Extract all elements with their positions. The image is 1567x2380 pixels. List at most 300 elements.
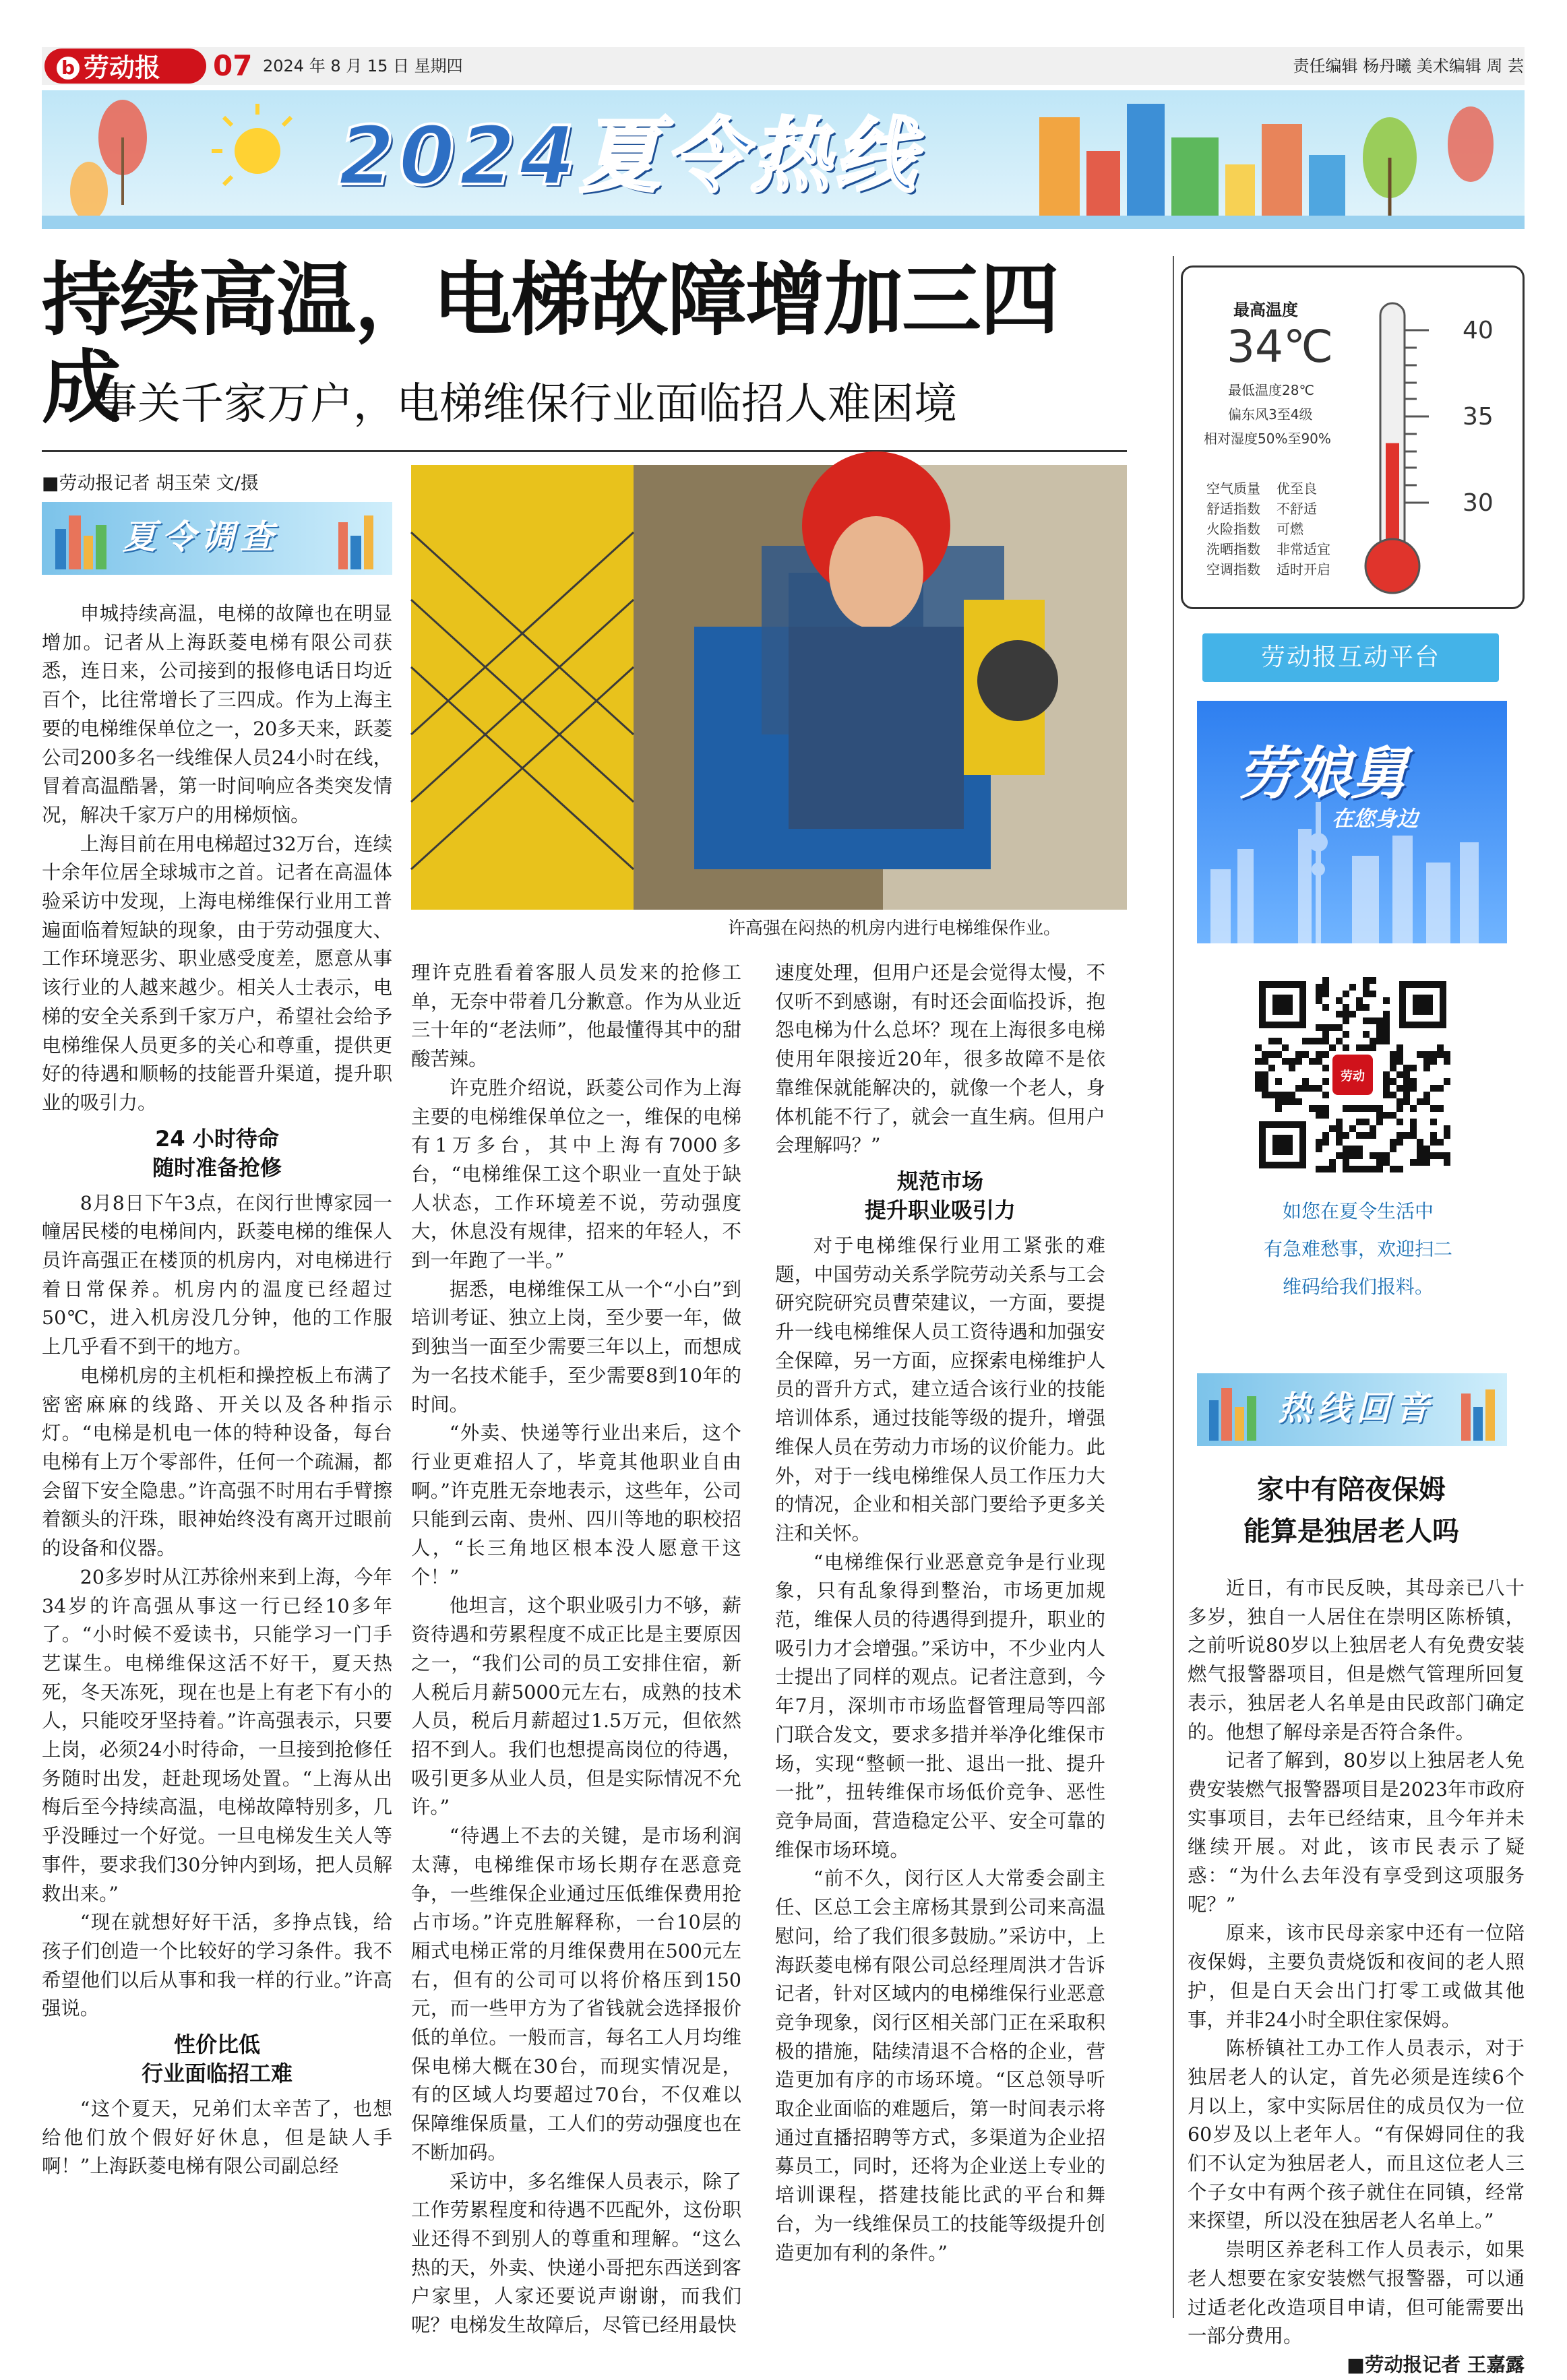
qr-module	[1289, 1098, 1295, 1105]
qr-module	[1396, 1051, 1403, 1058]
qr-module	[1275, 1051, 1282, 1058]
qr-module	[1403, 1071, 1410, 1078]
interactive-platform-label: 劳动报互动平台	[1202, 633, 1499, 682]
qr-module	[1336, 1038, 1343, 1044]
qr-module	[1275, 1098, 1282, 1105]
qr-module	[1262, 1092, 1268, 1098]
qr-module	[1444, 1132, 1450, 1139]
qr-module	[1322, 1132, 1329, 1139]
qr-module	[1383, 1011, 1390, 1017]
qr-module	[1316, 1166, 1322, 1172]
article-paragraph: “电梯维保行业恶意竞争是行业现象，只有乱象得到整治，市场更加规范，维保人员的待遇得到提升，职业的吸引力才会增强。”采访中，不少业内人士提出了同样的观点。记者注意到，今年7月，深圳市市场监督管理局等四部门联合发文，要求多措并举净化维保市场，实现“整顿一批、退出一批、提升一批”，扭转维保市场低价竞争、恶性竞争局面，营造稳定公平、安全可靠的维保市场环境。	[775, 1551, 1105, 1861]
qr-module	[1295, 1058, 1302, 1065]
qr-module	[1376, 1105, 1383, 1112]
qr-module	[1383, 1078, 1390, 1085]
qr-module	[1309, 1058, 1316, 1065]
qr-module	[1336, 1132, 1343, 1139]
qr-module	[1370, 1152, 1376, 1159]
qr-module	[1370, 1125, 1376, 1132]
article-byline: ■劳动报记者 胡玉荣 文/摄	[42, 473, 259, 494]
qr-module	[1255, 1078, 1262, 1085]
qr-module	[1383, 1024, 1390, 1031]
qr-module	[1363, 1044, 1370, 1051]
qr-module	[1390, 1065, 1396, 1071]
index-value: 适时开启	[1277, 561, 1330, 577]
section-label-box	[42, 502, 392, 575]
qr-module	[1437, 1152, 1444, 1159]
qr-module	[1423, 1065, 1430, 1071]
qr-module	[1383, 1159, 1390, 1166]
qr-logo-text: 劳动	[1341, 1069, 1365, 1084]
qr-module	[1356, 1166, 1363, 1172]
qr-module	[1268, 1092, 1275, 1098]
qr-module	[1356, 1152, 1363, 1159]
qr-module	[1363, 984, 1370, 991]
qr-module	[1396, 1044, 1403, 1051]
qr-code-icon	[1255, 977, 1450, 1172]
qr-module	[1349, 1125, 1356, 1132]
logo-mark-icon: b	[57, 57, 80, 80]
qr-module	[1363, 1119, 1370, 1125]
qr-module	[1396, 1085, 1403, 1092]
qr-module	[1316, 997, 1322, 1004]
qr-module	[1383, 1152, 1390, 1159]
subsection-heading: 规范市场	[896, 1168, 983, 1194]
index-name: 洗晒指数	[1206, 541, 1260, 557]
qr-module	[1329, 1044, 1336, 1051]
qr-module	[1423, 1152, 1430, 1159]
article-paragraph: 申城持续高温，电梯的故障也在明显增加。记者从上海跃菱电梯有限公司获悉，连日来，公司接到的报修电话日均近百个，比往常增长了三四成。作为上海主要的电梯维保单位之一，20多天来，跃菱公司200多名一线维保人员24小时在线，冒着高温酷暑，第一时间响应各类突发情况，解决千家万户的用梯烦恼。	[42, 602, 392, 826]
thermometer-icon	[1355, 296, 1436, 606]
qr-module	[1309, 1105, 1316, 1112]
qr-module	[1370, 1105, 1376, 1112]
subsection-heading: 性价比低	[173, 2032, 260, 2058]
qr-module	[1316, 1058, 1322, 1065]
qr-module	[1444, 1058, 1450, 1065]
qr-module	[1329, 1166, 1336, 1172]
paper-logo	[44, 49, 206, 84]
qr-module	[1349, 1011, 1356, 1017]
qr-module	[1255, 1058, 1262, 1065]
qr-module	[1410, 1119, 1417, 1125]
article-column-1	[42, 600, 392, 2181]
qr-module	[1403, 1132, 1410, 1139]
qr-module	[1343, 1017, 1349, 1024]
qr-module	[1363, 977, 1370, 984]
hotline-paragraph: 崇明区养老科工作人员表示，如果老人想要在家安装燃气报警器，可以通过适老化改造项目申请，但可能需要出一部分费用。	[1188, 2238, 1525, 2348]
article-paragraph: 速度处理，但用户还是会觉得太慢，不仅听不到感谢，有时还会面临投诉，抱怨电梯为什么总坏？现在上海很多电梯使用年限接近20年，很多故障不是依靠维保就能解决的，就像一个老人，身体机能不行了，就会一直生病。但用户会理解吗？”	[775, 962, 1105, 1157]
qr-module	[1343, 1044, 1349, 1051]
hotline-paragraph: 陈桥镇社工办工作人员表示，对于独居老人的认定，首先必须是连续6个月以上，家中实际居住的成员仅为一位60岁及以上老年人。“有保姆同住的我们不认定为独居老人，而且这位老人三个子女中有两个孩子就住在同镇，经常来探望，所以没在独居老人名单上。”	[1188, 2037, 1525, 2232]
article-headline: 持续高温，电梯故障增加三四成	[42, 253, 1059, 434]
qr-module	[1423, 1092, 1430, 1098]
qr-module	[1336, 1119, 1343, 1125]
qr-code[interactable]	[1255, 977, 1450, 1172]
weather-max-temp: 34℃	[1227, 321, 1334, 373]
subsection-heading: 24 小时待命	[155, 1125, 279, 1152]
qr-module	[1302, 1078, 1309, 1085]
issue-date: 2024 年 8 月 15 日 星期四	[263, 57, 463, 75]
qr-module	[1356, 1146, 1363, 1152]
qr-module	[1390, 1146, 1396, 1152]
weather-index-row	[1206, 539, 1341, 559]
qr-module	[1322, 1038, 1329, 1044]
qr-module	[1390, 1092, 1396, 1098]
qr-module	[1268, 1051, 1275, 1058]
article-paragraph: 他坦言，这个职业吸引力不够，薪资待遇和劳累程度不成正比是主要原因之一，“我们公司的员工安排住宿，新人税后月薪5000元左右，成熟的技术人员，税后月薪超过1.5万元，但依然招不到人。我们也想提高岗位的待遇，吸引更多从业人员，但是实际情况不允许。”	[411, 1594, 741, 1819]
hotline-paragraph: 近日，有市民反映，其母亲已八十多岁，独自一人居住在崇明区陈桥镇，之前听说80岁以上独居老人有免费安装燃气报警器项目，但是燃气管理所回复表示，独居老人名单是由民政部门确定的。他想了解母亲是否符合条件。	[1188, 1577, 1525, 1743]
qr-module	[1356, 997, 1363, 1004]
section-label: 夏令调查	[123, 518, 279, 557]
qr-module	[1322, 977, 1329, 984]
qr-module	[1417, 1139, 1423, 1146]
qr-module	[1356, 1044, 1363, 1051]
qr-module	[1349, 1166, 1356, 1172]
qr-module	[1262, 1078, 1268, 1085]
qr-module	[1262, 1071, 1268, 1078]
qr-module	[1282, 1092, 1289, 1098]
qr-module	[1403, 1092, 1410, 1098]
qr-module	[1316, 984, 1322, 991]
qr-module	[1329, 1125, 1336, 1132]
qr-instructions	[1223, 1193, 1493, 1306]
qr-module	[1390, 1078, 1396, 1085]
qr-module	[1370, 1044, 1376, 1051]
sidebar-divider	[1173, 256, 1174, 2318]
hotline-byline: ■劳动报记者 王嘉露	[1347, 2353, 1525, 2376]
hotline-column	[1188, 1574, 1525, 2380]
qr-module	[1262, 1085, 1268, 1092]
qr-module	[1417, 1051, 1423, 1058]
headline-divider	[42, 450, 1127, 452]
thermometer-tick-label: 40	[1463, 317, 1494, 344]
qr-module	[1376, 1159, 1383, 1166]
qr-module	[1370, 1038, 1376, 1044]
qr-module	[1396, 1132, 1403, 1139]
qr-module	[1329, 1024, 1336, 1031]
qr-module	[1282, 1044, 1289, 1051]
weather-wind: 偏东风3至4级	[1228, 406, 1313, 422]
qr-module	[1336, 1011, 1343, 1017]
qr-module	[1376, 1024, 1383, 1031]
paper-name: 劳动报	[84, 53, 161, 83]
qr-module	[1343, 1132, 1349, 1139]
hotline-paragraph: 记者了解到，80岁以上独居老人免费安装燃气报警器项目是2023年市政府实事项目，去年已经结束，且今年并未继续开展。对此，该市民表示了疑惑：“为什么去年没有享受到这项服务呢？”	[1188, 1749, 1525, 1916]
elevator-technician-illustration	[411, 465, 1127, 910]
qr-module	[1417, 1098, 1423, 1105]
article-column-3	[775, 959, 1105, 2267]
qr-module	[1316, 1146, 1322, 1152]
qr-module	[1255, 1071, 1262, 1078]
qr-module	[1376, 1152, 1383, 1159]
qr-module	[1396, 1071, 1403, 1078]
qr-module	[1336, 1024, 1343, 1031]
index-name: 空气质量	[1206, 480, 1260, 497]
qr-module	[1437, 1105, 1444, 1112]
qr-module	[1275, 1038, 1282, 1044]
laoniangjiu-ad[interactable]	[1197, 701, 1507, 943]
qr-module	[1309, 1038, 1316, 1044]
qr-module	[1356, 1119, 1363, 1125]
qr-module	[1295, 1085, 1302, 1092]
qr-module	[1403, 1065, 1410, 1071]
article-paragraph: 对于电梯维保行业用工紧张的难题，中国劳动关系学院劳动关系与工会研究院研究员曹荣建议，一方面，要提升一线电梯维保人员工资待遇和加强安全保障，另一方面，应探索电梯维护人员的晋升方式，建立适合该行业的技能培训体系，通过技能等级的提升，增强维保人员在劳动力市场的议价能力。此外，对于一线电梯维保人员工作压力大的情况，企业和相关部门要给予更多关注和关怀。	[775, 1234, 1105, 1544]
qr-module	[1444, 1125, 1450, 1132]
qr-module	[1349, 1105, 1356, 1112]
weather-index-row	[1206, 499, 1341, 519]
qr-module	[1268, 1065, 1275, 1071]
qr-module	[1376, 1112, 1383, 1119]
qr-module	[1396, 1058, 1403, 1065]
qr-module	[1383, 1038, 1390, 1044]
article-paragraph: 8月8日下午3点，在闵行世博家园一幢居民楼的电梯间内，跃菱电梯的维保人员许高强正在楼顶的机房内，对电梯进行着日常保养。机房内的温度已经超过50℃，进入机房没几分钟，他的工作服上几乎看不到干的地方。	[42, 1191, 392, 1358]
qr-module	[1275, 1092, 1282, 1098]
qr-module	[1322, 1139, 1329, 1146]
qr-module	[1309, 1085, 1316, 1092]
qr-module	[1370, 1017, 1376, 1024]
qr-module	[1343, 1152, 1349, 1159]
subsection-heading: 行业面临招工难	[141, 2061, 293, 2087]
summer-hotline-banner	[42, 90, 1525, 229]
qr-module	[1376, 1119, 1383, 1125]
qr-module	[1363, 1166, 1370, 1172]
hotline-section-box	[1197, 1373, 1507, 1446]
article-paragraph: 据悉，电梯维保工从一个“小白”到培训考证、独立上岗，至少要一年，做到独当一面至少需要三年以上，而想成为一名技术能手，至少需要8到10年的时间。	[411, 1278, 741, 1416]
qr-module	[1289, 1092, 1295, 1098]
qr-module	[1363, 1132, 1370, 1139]
qr-module	[1343, 991, 1349, 997]
qr-module	[1295, 1098, 1302, 1105]
qr-module	[1343, 1105, 1349, 1112]
qr-module	[1316, 1038, 1322, 1044]
qr-module	[1423, 1098, 1430, 1105]
qr-module	[1396, 1098, 1403, 1105]
weather-humidity: 相对湿度50%至90%	[1204, 431, 1331, 447]
weather-min-temp: 最低温度28℃	[1228, 382, 1314, 398]
qr-module	[1343, 1011, 1349, 1017]
qr-module	[1430, 1085, 1437, 1092]
qr-module	[1282, 1058, 1289, 1065]
qr-module	[1282, 1098, 1289, 1105]
article-paragraph: 电梯机房的主机柜和操控板上布满了密密麻麻的线路、开关以及各种指示灯。“电梯是机电一体的特种设备，每台电梯有上万个零部件，任何一个疏漏，都会留下安全隐患。”许高强不时用右手臂擦着额头的汗珠，眼神始终没有离开过眼前的设备和仪器。	[42, 1364, 392, 1560]
qr-module	[1295, 1051, 1302, 1058]
weather-index-row	[1206, 519, 1341, 539]
qr-module	[1322, 1112, 1329, 1119]
qr-module	[1430, 1058, 1437, 1065]
qr-module	[1316, 1085, 1322, 1092]
qr-module	[1376, 1038, 1383, 1044]
index-name: 空调指数	[1206, 561, 1260, 577]
index-name: 舒适指数	[1206, 501, 1260, 517]
qr-module	[1444, 1078, 1450, 1085]
qr-module	[1349, 1152, 1356, 1159]
qr-module	[1410, 1085, 1417, 1092]
qr-module	[1383, 997, 1390, 1004]
qr-module	[1383, 1112, 1390, 1119]
article-subheadline: 事关千家万户，电梯维保行业面临招人难困境	[94, 379, 957, 429]
qr-module	[1390, 1139, 1396, 1146]
qr-module	[1322, 1051, 1329, 1058]
qr-module	[1316, 1139, 1322, 1146]
qr-module	[1403, 1078, 1410, 1085]
article-paragraph: 理许克胜看着客服人员发来的抢修工单，无奈中带着几分歉意。作为从业近三十年的“老法师”，他最懂得其中的甜酸苦辣。	[411, 962, 741, 1071]
article-paragraph: “待遇上不去的关键，是市场利润太薄，电梯维保市场长期存在恶意竞争，一些维保企业通过压低维保费用抢占市场。”许克胜解释称，一台10层的厢式电梯正常的月维保费用在500元左右，但有的公司可以将价格压到150元，而一些甲方为了省钱就会选择报价低的单位。一般而言，每名工人月均维保电梯大概在30台，而现实情况是，有的区域人均要超过70台，不仅难以保障维保质量，工人们的劳动强度也在不断加码。	[411, 1825, 741, 2164]
qr-module	[1356, 1105, 1363, 1112]
weather-label: 最高温度	[1233, 301, 1298, 319]
qr-module	[1396, 1119, 1403, 1125]
ad-tagline: 在您身边	[1332, 806, 1419, 832]
section-label: 热线回音	[1278, 1389, 1434, 1428]
qr-module	[1275, 1105, 1282, 1112]
qr-module	[1444, 1152, 1450, 1159]
qr-module	[1423, 1058, 1430, 1065]
qr-module	[1423, 1159, 1430, 1166]
article-paragraph: “这个夏天，兄弟们太辛苦了，也想给他们放个假好好休息，但是缺人手啊！”上海跃菱电梯有限公司副总经	[42, 2098, 392, 2178]
qr-module	[1316, 1112, 1322, 1119]
qr-module	[1316, 991, 1322, 997]
qr-module	[1410, 1159, 1417, 1166]
qr-module	[1343, 1146, 1349, 1152]
qr-module	[1370, 1132, 1376, 1139]
qr-instruction-line: 维码给我们报料。	[1282, 1276, 1434, 1298]
qr-module	[1410, 1125, 1417, 1132]
qr-module	[1289, 1065, 1295, 1071]
qr-module	[1437, 1044, 1444, 1051]
qr-module	[1390, 1112, 1396, 1119]
qr-module	[1356, 1132, 1363, 1139]
index-name: 火险指数	[1206, 521, 1260, 537]
qr-module	[1423, 1051, 1430, 1058]
qr-module	[1396, 1139, 1403, 1146]
qr-module	[1322, 1024, 1329, 1031]
qr-module	[1423, 1146, 1430, 1152]
qr-module	[1430, 1119, 1437, 1125]
thermometer-tick-label: 30	[1463, 489, 1494, 517]
qr-module	[1430, 1051, 1437, 1058]
qr-module	[1336, 1139, 1343, 1146]
qr-module	[1322, 1092, 1329, 1098]
index-value: 不舒适	[1277, 501, 1317, 517]
qr-module	[1390, 1058, 1396, 1065]
qr-module	[1403, 1098, 1410, 1105]
qr-module	[1376, 1166, 1383, 1172]
article-paragraph: “前不久，闵行区人大常委会副主任、区总工会主席杨其景到公司来高温慰问，给了我们很多鼓励。”采访中，上海跃菱电梯有限公司总经理周洪才告诉记者，针对区域内的电梯维保行业恶意竞争现象，闵行区相关部门正在采取积极的措施，陆续清退不合格的企业，营造更加有序的市场环境。“区总领导听取企业面临的难题后，第一时间表示将通过直播招聘等方式，多渠道为企业招募员工，同时，还将为企业送上专业的培训课程，搭建技能比武的平台和舞台，为一线维保员工的技能等级提升创造更加有利的条件。”	[775, 1867, 1105, 2264]
qr-module	[1322, 991, 1329, 997]
hotline-paragraph: 原来，该市民母亲家中还有一位陪夜保姆，主要负责烧饭和夜间的老人照护，但是白天会出门打零工或做其他事，并非24小时全职住家保姆。	[1188, 1922, 1525, 2031]
banner-title: 2024夏令热线	[338, 110, 919, 203]
qr-module	[1268, 1038, 1275, 1044]
qr-module	[1275, 1078, 1282, 1085]
qr-module	[1417, 1159, 1423, 1166]
qr-module	[1437, 1051, 1444, 1058]
qr-module	[1316, 1051, 1322, 1058]
qr-module	[1396, 1105, 1403, 1112]
article-paragraph: 20多岁时从江苏徐州来到上海，今年34岁的许高强从事这一行已经10多年了。“小时候不爱读书，只能学习一门手艺谋生。电梯维保这活不好干，夏天热死，冬天冻死，现在也是上有老下有小的人，只能咬牙坚持着。”许高强表示，只要上岗，必须24小时待命，一旦接到抢修任务随时出发，赶赴现场处置。“上海从出梅后至今持续高温，电梯故障特别多，几乎没睡过一个好觉。一旦电梯发生关人等事件，要求我们30分钟内到场，把人员解救出来。”	[42, 1565, 392, 1905]
hotline-headline-line: 家中有陪夜保姆	[1257, 1474, 1446, 1505]
ad-brand: 劳娘舅	[1237, 740, 1408, 807]
weather-index-row	[1206, 559, 1341, 580]
qr-module	[1343, 1031, 1349, 1038]
qr-module	[1302, 1085, 1309, 1092]
qr-module	[1437, 1085, 1444, 1092]
qr-module	[1262, 1051, 1268, 1058]
qr-module	[1403, 1085, 1410, 1092]
subsection-heading: 随时准备抢修	[152, 1154, 282, 1181]
qr-instruction-line: 有急难愁事，欢迎扫二	[1263, 1238, 1452, 1260]
qr-module	[1370, 991, 1376, 997]
qr-module	[1336, 1125, 1343, 1132]
qr-module	[1316, 1105, 1322, 1112]
hotline-headline	[1186, 1469, 1516, 1553]
qr-module	[1363, 1004, 1370, 1011]
qr-module	[1370, 977, 1376, 984]
index-value: 非常适宜	[1277, 541, 1330, 557]
qr-module	[1329, 1159, 1336, 1166]
qr-module	[1363, 991, 1370, 997]
weather-index-row	[1206, 478, 1341, 499]
qr-module	[1396, 1166, 1403, 1172]
qr-instruction-line: 如您在夏令生活中	[1282, 1200, 1434, 1222]
article-column-2	[411, 959, 741, 2340]
article-paragraph: 许克胜介绍说，跃菱公司作为上海主要的电梯维保单位之一，维保的电梯有1万多台，其中上海有7000多台，“电梯维保工这个职业一直处于缺人状态，工作环境差不说，劳动强度大，休息没有规律，招来的年轻人，不到一年跑了一半。”	[411, 1076, 741, 1272]
qr-module	[1430, 1105, 1437, 1112]
page-number: 07	[213, 49, 253, 82]
hotline-headline-line: 能算是独居老人吗	[1243, 1516, 1459, 1547]
qr-module	[1363, 1031, 1370, 1038]
qr-module	[1302, 1038, 1309, 1044]
qr-module	[1343, 1166, 1349, 1172]
qr-module	[1430, 1132, 1437, 1139]
article-photo	[411, 465, 1127, 910]
qr-module	[1363, 1105, 1370, 1112]
article-paragraph: “现在就想好好干活，多挣点钱，给孩子们创造一个比较好的学习条件。我不希望他们以后从事和我一样的行业。”许高强说。	[42, 1911, 392, 2020]
qr-module	[1430, 1152, 1437, 1159]
index-value: 优至良	[1277, 480, 1317, 497]
qr-module	[1376, 1031, 1383, 1038]
qr-module	[1322, 1078, 1329, 1085]
qr-module	[1289, 1058, 1295, 1065]
qr-module	[1444, 1051, 1450, 1058]
weather-indices	[1206, 478, 1341, 580]
qr-module	[1322, 1166, 1329, 1172]
qr-module	[1390, 1051, 1396, 1058]
qr-module	[1322, 984, 1329, 991]
index-value: 可燃	[1277, 521, 1303, 537]
qr-module	[1349, 984, 1356, 991]
qr-module	[1302, 1051, 1309, 1058]
qr-module	[1410, 1105, 1417, 1112]
qr-module	[1343, 1159, 1349, 1166]
qr-module	[1383, 1031, 1390, 1038]
qr-module	[1417, 1146, 1423, 1152]
thermometer-tick-label: 35	[1463, 403, 1494, 431]
qr-module	[1349, 1146, 1356, 1152]
article-paragraph: “外卖、快递等行业出来后，这个行业更难招人了，毕竟其他职业自由啊。”许克胜无奈地表示，这些年，公司只能到云南、贵州、四川等地的职校招人，“长三角地区根本没人愿意干这个！”	[411, 1422, 741, 1588]
editors-credit: 责任编辑 杨丹曦 美术编辑 周 芸	[1293, 57, 1524, 75]
qr-module	[1444, 1159, 1450, 1166]
qr-module	[1322, 1031, 1329, 1038]
qr-module	[1322, 1105, 1329, 1112]
qr-module	[1417, 1152, 1423, 1159]
qr-module	[1383, 1071, 1390, 1078]
qr-module	[1316, 1024, 1322, 1031]
qr-module	[1383, 1085, 1390, 1092]
qr-module	[1356, 1004, 1363, 1011]
qr-module	[1437, 1139, 1444, 1146]
qr-module	[1410, 1132, 1417, 1139]
qr-module	[1336, 1152, 1343, 1159]
qr-module	[1410, 1065, 1417, 1071]
